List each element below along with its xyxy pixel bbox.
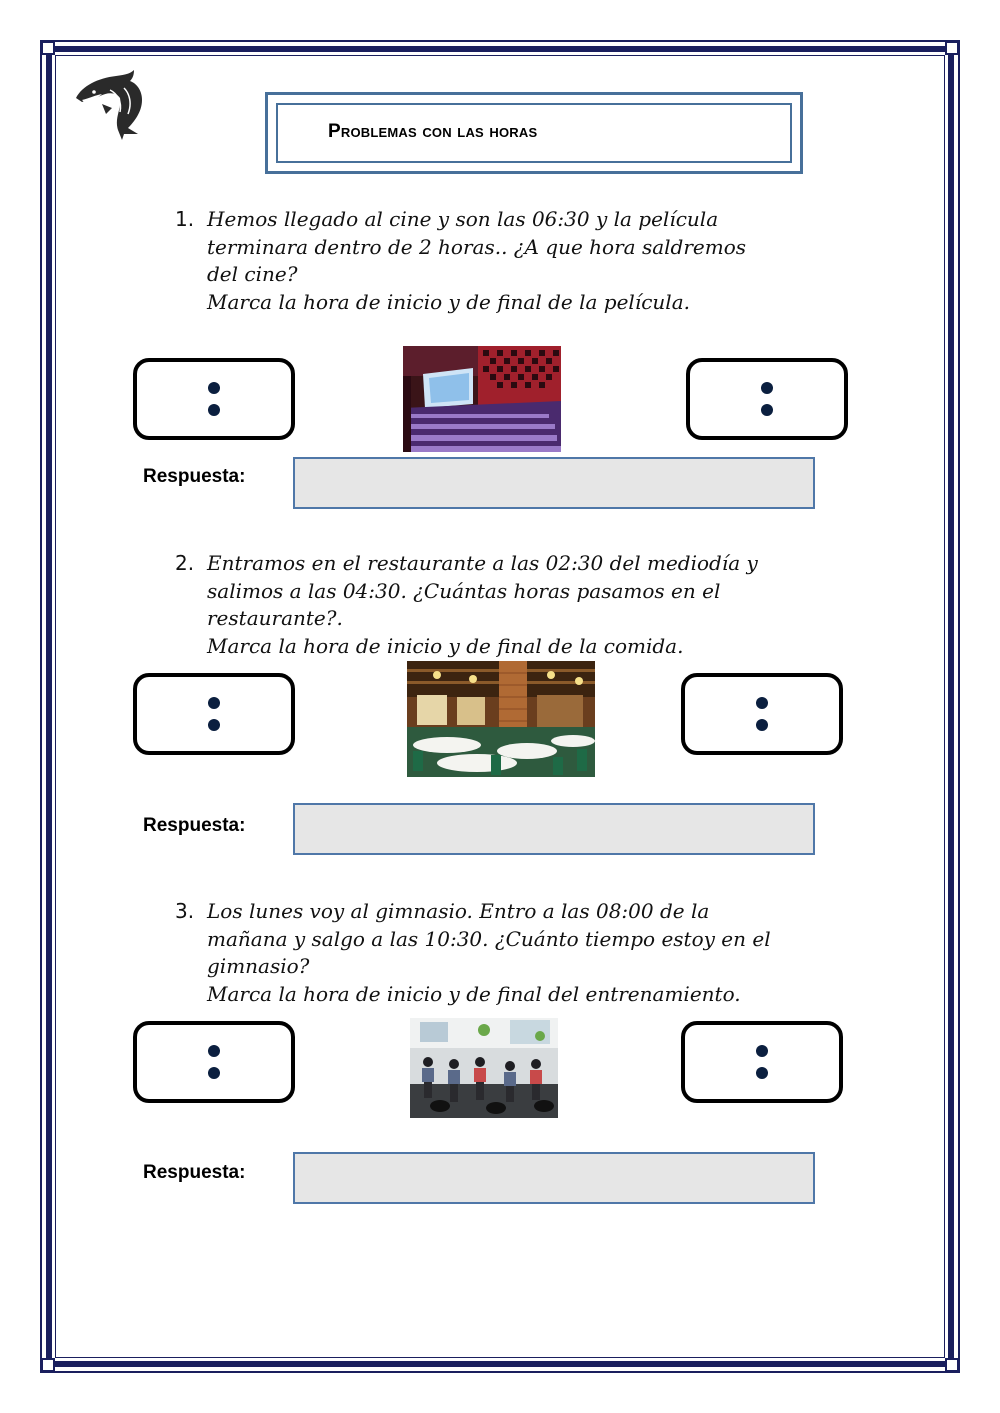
problem-number: 3. (175, 899, 195, 923)
problem-text-line: Marca la hora de inicio y de final del entrenamiento. (207, 981, 741, 1006)
problem-text-line: Los lunes voy al gimnasio. Entro a las 08:00 de la (207, 899, 710, 923)
border-corner (41, 1358, 55, 1372)
answer-input[interactable] (293, 1152, 815, 1204)
end-time-box[interactable] (686, 358, 848, 440)
answer-label: Respuesta: (143, 815, 246, 836)
end-time-box[interactable] (681, 673, 843, 755)
cinema-photo (403, 346, 561, 452)
problem-text-line: restaurante?. (207, 606, 343, 630)
problem-text-line: terminara dentro de 2 horas.. ¿A que hora saldremos (207, 234, 746, 259)
answer-input[interactable] (293, 457, 815, 509)
restaurant-photo (407, 661, 595, 777)
problem-text-line: del cine? (207, 262, 298, 286)
problem-text-line: Hemos llegado al cine y son las 06:30 y la película (207, 207, 719, 231)
problem-text-line: Entramos en el restaurante a las 02:30 del mediodía y (207, 551, 758, 575)
start-time-box[interactable] (133, 1021, 295, 1103)
dolphin-icon (72, 68, 150, 140)
problem-text-line: gimnasio? (207, 954, 310, 978)
start-time-box[interactable] (133, 358, 295, 440)
answer-input[interactable] (293, 803, 815, 855)
problem-number: 2. (175, 551, 195, 575)
border-corner (41, 41, 55, 55)
answer-label: Respuesta: (143, 1162, 246, 1183)
problem-number: 1. (175, 207, 195, 231)
problem-text-line: mañana y salgo a las 10:30. ¿Cuánto tiempo estoy en el (207, 926, 771, 951)
problem-text-line: salimos a las 04:30. ¿Cuántas horas pasamos en el (207, 578, 721, 603)
gym-photo (410, 1018, 558, 1118)
border-corner (945, 1358, 959, 1372)
problem-text-line: Marca la hora de inicio y de final de la película. (207, 289, 690, 314)
end-time-box[interactable] (681, 1021, 843, 1103)
answer-label: Respuesta: (143, 466, 246, 487)
start-time-box[interactable] (133, 673, 295, 755)
problem-text-line: Marca la hora de inicio y de final de la comida. (207, 633, 684, 658)
title-box (265, 92, 803, 174)
page-title: Problemas con las horas (328, 121, 538, 142)
border-corner (945, 41, 959, 55)
